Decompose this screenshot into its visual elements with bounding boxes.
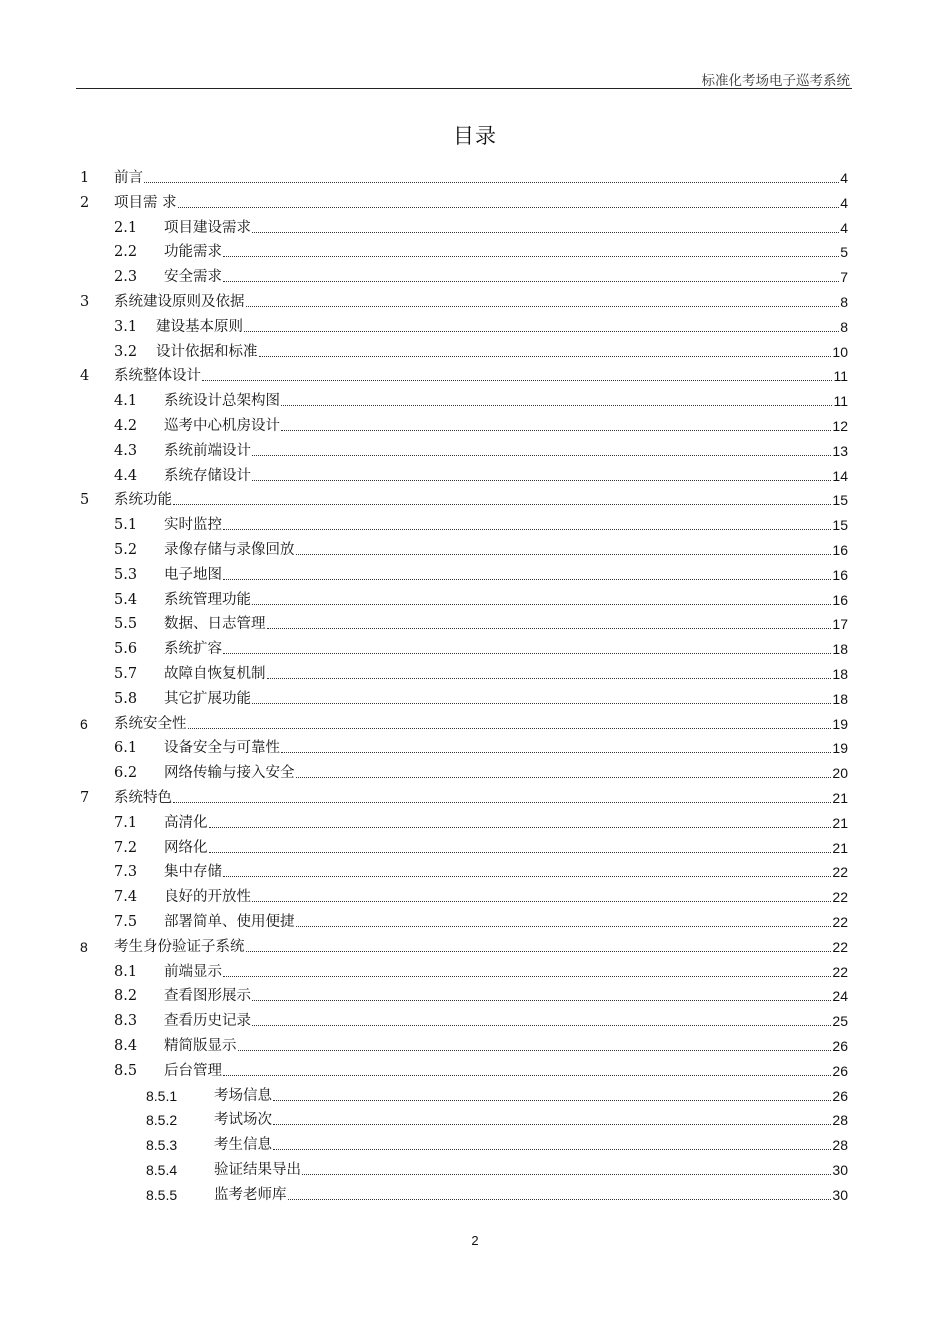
toc-entry-number: 8.5.1 [146, 1087, 178, 1104]
toc-entry-page: 26 [832, 1038, 848, 1054]
toc-leader-dots [281, 405, 832, 406]
toc-entry[interactable] [80, 713, 848, 735]
toc-entry[interactable] [114, 985, 848, 1007]
toc-entry-page: 26 [832, 1087, 848, 1104]
toc-entry-page: 22 [832, 963, 848, 980]
toc-entry-label: 系统整体设计 [114, 368, 201, 385]
toc-leader-dots [296, 777, 832, 778]
toc-entry[interactable] [80, 787, 848, 809]
toc-entry-page: 19 [832, 715, 848, 732]
toc-leader-dots [144, 182, 839, 183]
toc-entry-number: 5 [80, 492, 90, 509]
toc-entry-number: 5.5 [114, 616, 138, 633]
toc-entry-number: 4.2 [114, 418, 138, 434]
toc-entry[interactable] [114, 564, 848, 586]
toc-entry-page: 18 [832, 666, 848, 682]
toc-entry-label: 安全需求 [164, 269, 222, 286]
toc-entry[interactable] [80, 489, 848, 511]
toc-entry-label: 系统设计总架构图 [164, 393, 280, 410]
toc-entry-label: 录像存储与录像回放 [164, 542, 295, 558]
toc-entry[interactable] [114, 638, 848, 660]
toc-entry-label: 建设基本原则 [156, 318, 243, 335]
toc-entry-label: 系统安全性 [114, 715, 187, 732]
toc-leader-dots [288, 1199, 832, 1200]
toc-entry-label: 集中存储 [164, 864, 222, 881]
toc-entry-page: 18 [832, 641, 848, 658]
toc-entry-page: 28 [832, 1137, 848, 1154]
toc-entry-number: 7.4 [114, 889, 138, 906]
toc-entry-page: 18 [832, 690, 848, 707]
toc-entry-page: 21 [832, 790, 848, 806]
toc-leader-dots [273, 1149, 831, 1150]
toc-entry-number: 4.1 [114, 393, 138, 410]
toc-entry-page: 30 [832, 1186, 848, 1203]
toc-entry-label: 查看历史记录 [164, 1013, 251, 1030]
toc-leader-dots [223, 976, 831, 977]
toc-entry-page: 24 [832, 988, 848, 1005]
toc-entry[interactable] [114, 266, 848, 288]
toc-entry[interactable] [114, 861, 848, 883]
toc-entry[interactable] [146, 1085, 848, 1107]
toc-leader-dots [267, 628, 832, 629]
toc-leader-dots [281, 752, 831, 753]
toc-entry-label: 前言 [114, 170, 143, 186]
toc-entry-label: 监考老师库 [214, 1186, 287, 1203]
toc-entry-label: 验证结果导出 [214, 1162, 301, 1178]
toc-entry-page: 4 [840, 170, 848, 186]
toc-entry[interactable] [114, 961, 848, 983]
toc-entry-number: 1 [80, 170, 90, 186]
toc-leader-dots [202, 380, 832, 381]
toc-leader-dots [223, 281, 839, 282]
toc-entry-number: 8.5.4 [146, 1162, 178, 1178]
toc-entry-label: 考生身份验证子系统 [114, 938, 245, 955]
toc-entry-label: 考生信息 [214, 1137, 272, 1154]
toc-entry-page: 26 [832, 1062, 848, 1079]
toc-entry-page: 14 [832, 467, 848, 484]
toc-entry-label: 系统存储设计 [164, 467, 251, 484]
toc-entry-number: 3 [80, 294, 90, 310]
toc-entry-label: 项目建设需求 [164, 219, 251, 236]
toc-leader-dots [209, 827, 832, 828]
toc-entry[interactable] [114, 440, 848, 462]
toc-leader-dots [209, 852, 832, 853]
toc-entry-page: 16 [832, 591, 848, 608]
toc-entry-number: 5.4 [114, 591, 138, 608]
toc-entry-page: 5 [840, 244, 848, 261]
toc-entry-label: 数据、日志管理 [164, 616, 266, 633]
toc-entry[interactable] [146, 1109, 848, 1131]
toc-entry-number: 2.2 [114, 244, 138, 261]
toc-leader-dots [178, 207, 840, 208]
toc-entry-page: 8 [840, 318, 848, 335]
toc-entry-page: 25 [832, 1013, 848, 1030]
toc-leader-dots [246, 951, 832, 952]
toc-entry[interactable] [146, 1184, 848, 1206]
toc-entry-label: 设计依据和标准 [156, 343, 258, 360]
toc-entry[interactable] [114, 737, 848, 759]
toc-leader-dots [238, 1050, 832, 1051]
toc-entry-number: 4.4 [114, 467, 138, 484]
toc-entry-number: 8.5.2 [146, 1112, 178, 1129]
toc-entry-number: 5.8 [114, 690, 138, 707]
toc-entry[interactable] [114, 1060, 848, 1082]
toc-leader-dots [188, 728, 832, 729]
toc-entry-page: 11 [833, 368, 848, 385]
toc-entry-number: 8.4 [114, 1038, 138, 1054]
toc-leader-dots [223, 876, 831, 877]
toc-leader-dots [252, 901, 831, 902]
toc-entry-number: 8 [80, 938, 88, 955]
toc-entry[interactable] [114, 465, 848, 487]
toc-leader-dots [273, 1124, 831, 1125]
toc-entry-label: 设备安全与可靠性 [164, 740, 280, 757]
toc-entry[interactable] [114, 241, 848, 263]
toc-entry[interactable] [114, 514, 848, 536]
toc-entry-number: 8.5.5 [146, 1186, 178, 1203]
toc-entry-number: 5.2 [114, 542, 138, 558]
toc-entry[interactable] [114, 316, 848, 338]
toc-entry-label: 巡考中心机房设计 [164, 418, 280, 434]
toc-leader-dots [267, 678, 832, 679]
toc-leader-dots [252, 1000, 831, 1001]
toc-entry-label: 项目需 求 [114, 194, 177, 211]
toc-entry[interactable] [114, 415, 848, 437]
toc-entry-number: 6.2 [114, 765, 138, 782]
toc-entry-number: 8.2 [114, 988, 138, 1005]
toc-entry-number: 7.1 [114, 814, 138, 831]
toc-entry[interactable] [114, 613, 848, 635]
toc-entry-label: 后台管理 [164, 1062, 222, 1079]
toc-entry-label: 故障自恢复机制 [164, 666, 266, 682]
toc-entry[interactable] [114, 663, 848, 685]
toc-entry[interactable] [114, 539, 848, 561]
toc-leader-dots [223, 653, 831, 654]
toc-entry-number: 2 [80, 194, 90, 211]
toc-entry-number: 7.3 [114, 864, 138, 881]
toc-entry[interactable] [80, 291, 848, 313]
toc-leader-dots [246, 306, 840, 307]
toc-entry-number: 8.1 [114, 963, 138, 980]
toc-entry-number: 6 [80, 715, 88, 732]
toc-leader-dots [252, 703, 831, 704]
toc-entry-number: 3.2 [114, 343, 138, 360]
toc-leader-dots [281, 430, 831, 431]
toc-entry-number: 8.5.3 [146, 1137, 178, 1154]
toc-entry-label: 系统建设原则及依据 [114, 294, 245, 310]
toc-entry-number: 5.7 [114, 666, 138, 682]
toc-entry[interactable] [114, 886, 848, 908]
toc-entry-page: 22 [832, 914, 848, 930]
toc-entry-number: 2.1 [114, 219, 138, 236]
page-number: 2 [471, 1233, 479, 1248]
toc-entry-page: 19 [832, 740, 848, 757]
toc-leader-dots [223, 1075, 831, 1076]
toc-entry-label: 考场信息 [214, 1087, 272, 1104]
toc-entry-label: 前端显示 [164, 963, 222, 980]
toc-title: 目录 [453, 124, 497, 148]
toc-entry-page: 22 [832, 889, 848, 906]
toc-entry-number: 5.3 [114, 566, 138, 583]
toc-entry-number: 3.1 [114, 318, 138, 335]
toc-entry-label: 实时监控 [164, 517, 222, 534]
toc-entry[interactable] [114, 837, 848, 859]
toc-leader-dots [252, 604, 831, 605]
toc-entry-label: 系统前端设计 [164, 442, 251, 459]
toc-leader-dots [259, 356, 832, 357]
toc-leader-dots [173, 802, 831, 803]
toc-entry[interactable] [114, 1010, 848, 1032]
toc-entry-page: 21 [832, 839, 848, 856]
toc-leader-dots [223, 579, 831, 580]
toc-entry-page: 4 [840, 219, 848, 236]
toc-entry-label: 电子地图 [164, 566, 222, 583]
toc-leader-dots [296, 926, 832, 927]
toc-leader-dots [173, 504, 831, 505]
toc-entry-number: 7.5 [114, 914, 138, 930]
toc-leader-dots [302, 1174, 831, 1175]
toc-leader-dots [223, 256, 839, 257]
toc-entry-label: 系统功能 [114, 492, 172, 509]
toc-entry-label: 功能需求 [164, 244, 222, 261]
page-header [76, 66, 852, 89]
toc-entry-page: 17 [832, 616, 848, 633]
toc-entry-page: 20 [832, 765, 848, 782]
toc-entry-label: 网络传输与接入安全 [164, 765, 295, 782]
toc-entry-label: 其它扩展功能 [164, 690, 251, 707]
toc-entry[interactable] [114, 217, 848, 239]
toc-entry-page: 21 [832, 814, 848, 831]
toc-entry-label: 高清化 [164, 814, 208, 831]
toc-entry-page: 16 [832, 542, 848, 558]
toc-entry-page: 28 [832, 1112, 848, 1129]
toc-leader-dots [273, 1100, 831, 1101]
toc-entry-page: 11 [833, 393, 848, 410]
toc-entry[interactable] [146, 1134, 848, 1156]
toc-entry-page: 15 [832, 517, 848, 534]
toc-entry-page: 22 [832, 938, 848, 955]
toc-leader-dots [252, 232, 839, 233]
toc-entry-page: 30 [832, 1162, 848, 1178]
toc-entry-page: 12 [832, 418, 848, 434]
toc-entry-label: 网络化 [164, 839, 208, 856]
toc-entry[interactable] [80, 936, 848, 958]
toc-entry-page: 4 [840, 194, 848, 211]
toc-entry-page: 7 [840, 269, 848, 286]
toc-leader-dots [244, 331, 839, 332]
toc-entry[interactable] [114, 390, 848, 412]
toc-entry-page: 8 [840, 294, 848, 310]
toc-entry[interactable] [80, 365, 848, 387]
toc-entry-page: 16 [832, 566, 848, 583]
toc-entry[interactable] [114, 812, 848, 834]
toc-entry-label: 考试场次 [214, 1112, 272, 1129]
toc-entry[interactable] [146, 1159, 848, 1181]
toc-entry-number: 6.1 [114, 740, 138, 757]
toc-entry-label: 系统管理功能 [164, 591, 251, 608]
toc-leader-dots [223, 529, 831, 530]
toc-entry-label: 查看图形展示 [164, 988, 251, 1005]
toc-leader-dots [296, 554, 832, 555]
toc-entry-number: 8.3 [114, 1013, 138, 1030]
toc-entry-label: 良好的开放性 [164, 889, 251, 906]
toc-entry-number: 5.1 [114, 517, 138, 534]
toc-entry-label: 系统特色 [114, 790, 172, 806]
toc-entry-page: 13 [832, 442, 848, 459]
toc-entry-label: 精简版显示 [164, 1038, 237, 1054]
toc-entry[interactable] [114, 1035, 848, 1057]
toc-entry-number: 7.2 [114, 839, 138, 856]
toc-entry-page: 22 [832, 864, 848, 881]
toc-entry[interactable] [114, 341, 848, 363]
toc-entry-label: 部署简单、使用便捷 [164, 914, 295, 930]
toc-entry[interactable] [80, 167, 848, 189]
toc-leader-dots [252, 480, 831, 481]
toc-entry-number: 4.3 [114, 442, 138, 459]
toc-entry-page: 10 [832, 343, 848, 360]
toc-entry-label: 系统扩容 [164, 641, 222, 658]
toc-entry[interactable] [114, 688, 848, 710]
toc-entry[interactable] [114, 911, 848, 933]
toc-leader-dots [252, 1025, 831, 1026]
toc-entry-number: 7 [80, 790, 90, 806]
toc-leader-dots [252, 455, 831, 456]
toc-entry[interactable] [114, 589, 848, 611]
header-title: 标准化考场电子巡考系统 [701, 73, 850, 89]
toc-entry[interactable] [80, 192, 848, 214]
toc-entry-number: 4 [80, 368, 90, 385]
toc-entry-page: 15 [832, 492, 848, 509]
toc-entry-number: 5.6 [114, 641, 138, 658]
toc-entry-number: 2.3 [114, 269, 138, 286]
toc-entry-number: 8.5 [114, 1062, 138, 1079]
toc-entry[interactable] [114, 762, 848, 784]
